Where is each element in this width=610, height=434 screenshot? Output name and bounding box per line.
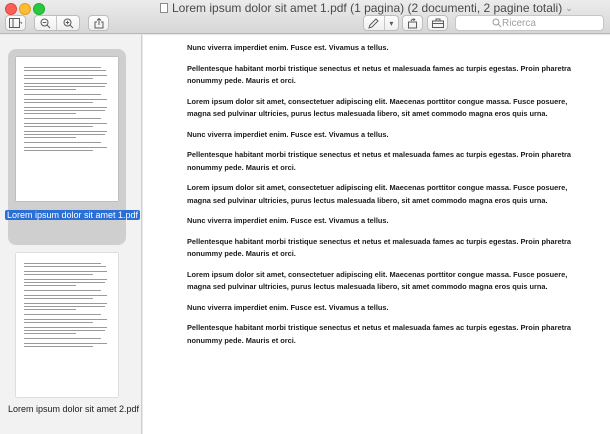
zoom-control [34, 15, 80, 31]
document-thumbnail-2[interactable] [16, 253, 118, 397]
rotate-icon [407, 18, 418, 29]
search-placeholder: Ricerca [502, 17, 536, 29]
paragraph: Pellentesque habitant morbi tristique senectus et netus et malesuada fames ac turpis egestas. Proin pharetra nonummy pede. Mauris et orci. [187, 236, 572, 258]
paragraph: Nunc viverra imperdiet enim. Fusce est. Vivamus a tellus. [187, 302, 389, 312]
rotate-button[interactable] [402, 15, 423, 31]
paragraph: Nunc viverra imperdiet enim. Fusce est. Vivamus a tellus. [187, 43, 389, 52]
search-field[interactable] [455, 15, 604, 31]
zoom-window-button[interactable] [33, 3, 45, 15]
search-icon [492, 18, 502, 28]
pdf-document-icon [160, 3, 168, 13]
sidebar-icon [9, 18, 23, 28]
paragraph: Pellentesque habitant morbi tristique senectus et netus et malesuada fames ac turpis egestas. Proin pharetra nonummy pede. Mauris et orci. [187, 150, 572, 172]
paragraph: Nunc viverra imperdiet enim. Fusce est. Vivamus a tellus. [187, 129, 389, 139]
markup-control [363, 15, 399, 31]
chevron-down-icon[interactable]: ⌄ [565, 2, 573, 13]
markup-pen-button[interactable] [364, 16, 385, 30]
paragraph: Pellentesque habitant morbi tristique senectus et netus et malesuada fames ac turpis egestas. Proin pharetra nonummy pede. Mauris et orci. [187, 323, 572, 345]
paragraph: Lorem ipsum dolor sit amet, consectetuer adipiscing elit. Maecenas porttitor congue massa. Fusce posuere, magna sed pulvinar ultricies, purus lectus malesuada libero, sit amet commodo magna eros quis urna. [187, 269, 568, 291]
paragraph: Pellentesque habitant morbi tristique senectus et netus et malesuada fames ac turpis egestas. Proin pharetra nonummy pede. Mauris et orci. [187, 63, 572, 85]
document-label-1[interactable]: Lorem ipsum dolor sit amet 1.pdf [7, 210, 139, 220]
chevron-down-icon: ▾ [389, 18, 394, 28]
markup-dropdown-button[interactable] [385, 16, 398, 30]
window-toolbar [0, 0, 610, 34]
zoom-in-button[interactable] [57, 16, 79, 30]
close-window-button[interactable] [5, 3, 17, 15]
minimize-window-button[interactable] [19, 3, 31, 15]
document-view[interactable] [143, 35, 610, 434]
share-button[interactable] [88, 15, 109, 31]
document-label-2[interactable]: Lorem ipsum dolor sit amet 2.pdf [8, 404, 140, 414]
toolbox-button[interactable] [427, 15, 448, 31]
zoom-in-icon [63, 18, 74, 29]
thumbnail-sidebar [0, 35, 142, 434]
share-icon [94, 18, 104, 29]
document-page [187, 42, 587, 355]
paragraph: Nunc viverra imperdiet enim. Fusce est. Vivamus a tellus. [187, 216, 389, 225]
paragraph: Lorem ipsum dolor sit amet, consectetuer adipiscing elit. Maecenas porttitor congue massa. Fusce posuere, magna sed pulvinar ultricies, purus lectus malesuada libero, sit amet commodo magna eros quis urna. [187, 183, 568, 205]
paragraph: Lorem ipsum dolor sit amet, consectetuer adipiscing elit. Maecenas porttitor congue massa. Fusce posuere, magna sed pulvinar ultricies, purus lectus malesuada libero, sit amet commodo magna eros quis urna. [187, 96, 568, 118]
zoom-out-icon [40, 18, 51, 29]
document-thumbnail-1[interactable] [16, 57, 118, 201]
markup-pen-icon [368, 18, 379, 29]
window-title-text: Lorem ipsum dolor sit amet 1.pdf (1 pagina) (2 documenti, 2 pagine totali) [172, 1, 563, 15]
window-title [160, 1, 573, 15]
sidebar-toggle-button[interactable] [5, 15, 26, 31]
zoom-out-button[interactable] [35, 16, 57, 30]
toolbox-icon [432, 18, 444, 28]
